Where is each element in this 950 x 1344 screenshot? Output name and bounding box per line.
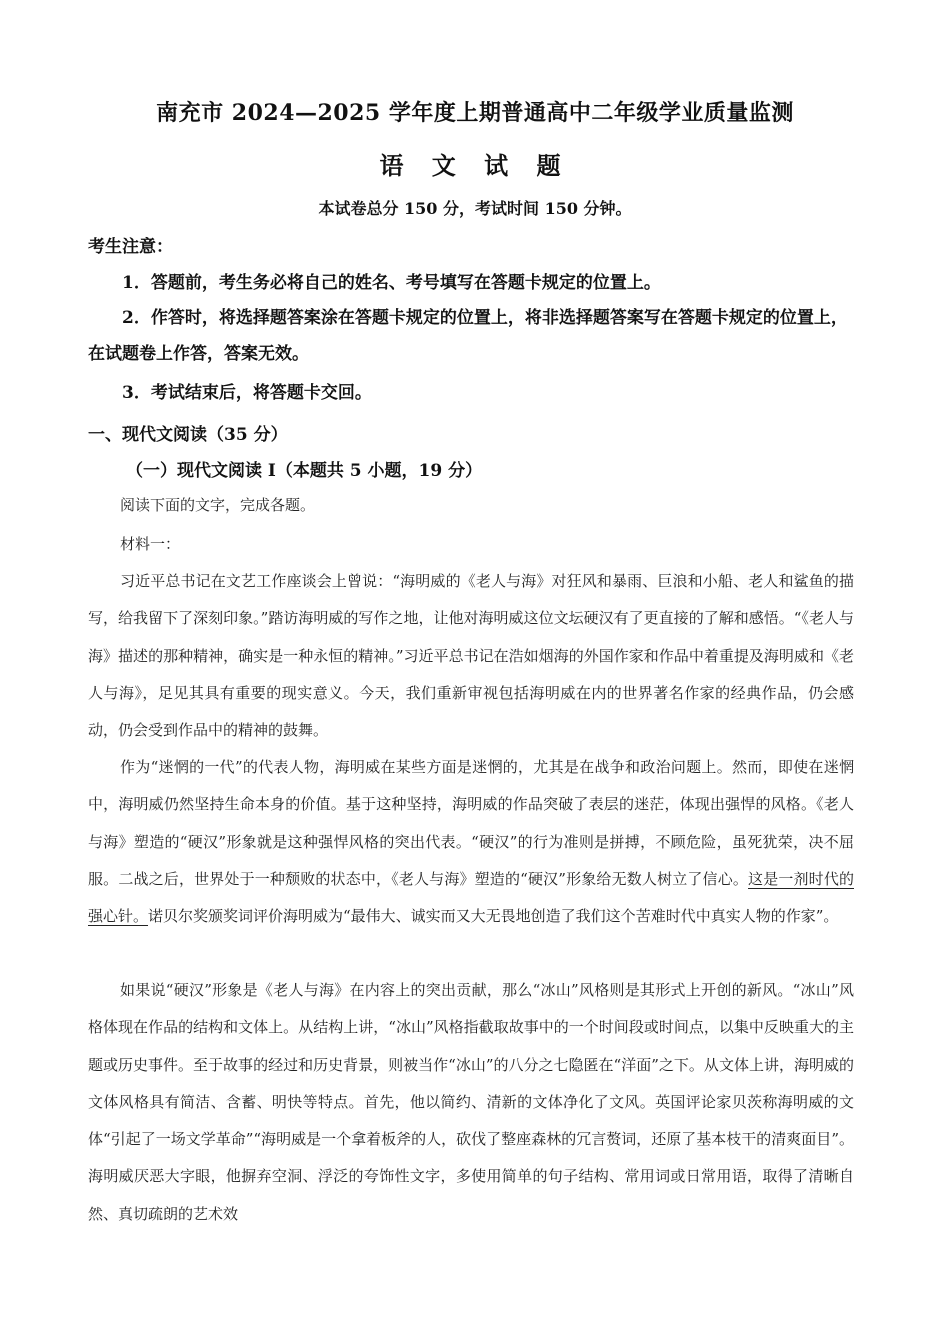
exam-title: 南充市 2024—2025 学年度上期普通高中二年级学业质量监测 xyxy=(156,100,794,126)
section-heading: 一、现代文阅读（35 分） xyxy=(88,425,288,445)
material-paragraph-1: 习近平总书记在文艺工作座谈会上曾说：“海明威的《老人与海》对狂风和暴雨、巨浪和小船、老人和鲨鱼的描写，给我留下了深刻印象。”踏访海明威的写作之地，让他对海明威这位文坛硬汉有了更直接的了解和感悟。“《老人与海》描述的那种精神，确实是一种永恒的精神。”习近平总书记在浩如烟海的外国作家和作品中着重提及海明威和《老人与海》，足见其具有重要的现实意义。今天，我们重新审视包括海明威在内的世界著名作家的经典作品，仍会感动，仍会受到作品中的精神的鼓舞。 xyxy=(88,572,854,740)
subsection-heading: （一）现代文阅读 I（本题共 5 小题，19 分） xyxy=(126,461,483,481)
material-label: 材料一： xyxy=(120,535,181,553)
subject-title: 语 文 试 题 xyxy=(379,151,571,180)
paragraph-2-text: 作为“迷惘的一代”的代表人物，海明威在某些方面是迷惘的，尤其是在战争和政治问题上。然而，即使在迷惘中，海明威仍然坚持生命本身的价值。基于这种坚持，海明威的作品突破了表层的迷茫，体现出强悍的风格。《老人与海》塑造的“硬汉”形象就是这种强悍风格的突出代表。“硬汉”的行为准则是拼搏，不顾危险，虽死犹荣，决不屈服。二战之后，世界处于一种颓败的状态中，《老人与海》塑造的“硬汉”形象给无数人树立了信心。 xyxy=(88,758,854,888)
paragraph-2-text-end: 诺贝尔奖颁奖词评价海明威为“最伟大、诚实而又大无畏地创造了我们这个苦难时代中真实人物的作家”。 xyxy=(148,907,839,926)
underlined-sentence: 这是一剂时代的强心针。 xyxy=(88,869,854,926)
score-time-note: 本试卷总分 150 分，考试时间 150 分钟。 xyxy=(318,199,632,218)
notice-heading: 考生注意： xyxy=(88,237,173,257)
reading-instruction: 阅读下面的文字，完成各题。 xyxy=(120,496,316,514)
notice-item-3: 3．考试结束后，将答题卡交回。 xyxy=(122,383,372,403)
material-paragraph-3: 如果说“硬汉”形象是《老人与海》在内容上的突出贡献，那么“冰山”风格则是其形式上开创的新风。“冰山”风格体现在作品的结构和文体上。从结构上讲，“冰山”风格指截取故事中的一个时间段或时间点，以集中反映重大的主题或历史事件。至于故事的经过和历史背景，则被当作“冰山”的八分之七隐匿在“洋面”之下。从文体上讲，海明威的文体风格具有简洁、含蓄、明快等特点。首先，他以简约、清新的文体净化了文风。英国评论家贝茨称海明威的文体“引起了一场文学革命”“海明威是一个拿着板斧的人，砍伐了整座森林的冗言赘词，还原了基本枝干的清爽面目”。海明威厌恶大字眼，他摒弃空洞、浮泛的夸饰性文字，多使用简单的句子结构、常用词或日常用语，取得了清晰自然、真切疏朗的艺术效 xyxy=(88,981,854,1223)
notice-item-1: 1．答题前，考生务必将自己的姓名、考号填写在答题卡规定的位置上。 xyxy=(122,273,661,293)
material-paragraph-2 xyxy=(88,749,854,935)
notice-item-2: 2．作答时，将选择题答案涂在答题卡规定的位置上，将非选择题答案写在答题卡规定的位置上，在试题卷上作答，答案无效。 xyxy=(88,308,848,364)
